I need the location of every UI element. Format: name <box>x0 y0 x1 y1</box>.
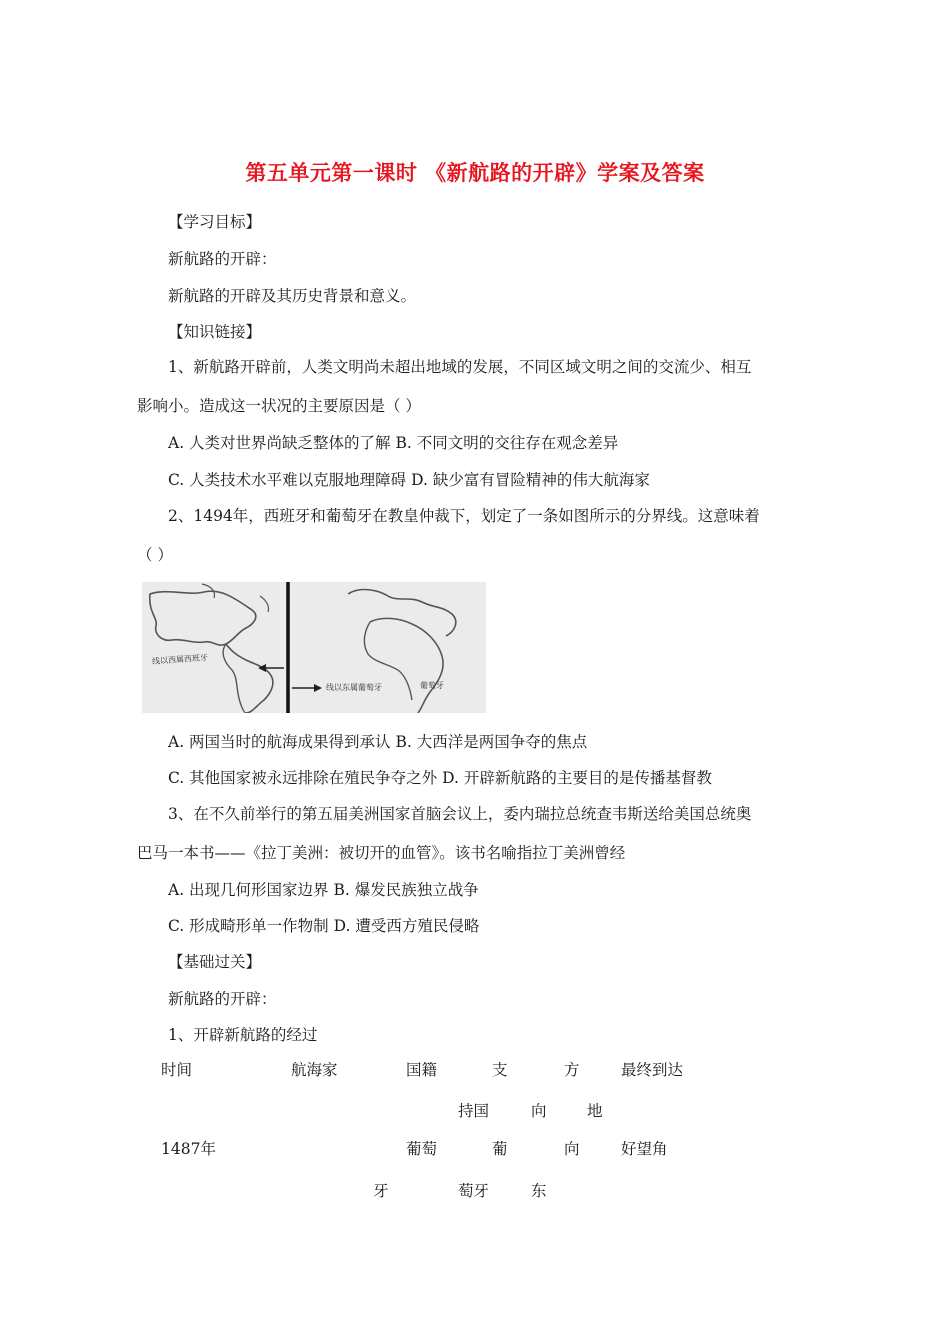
question-1-options-cd: C. 人类技术水平难以克服地理障碍 D. 缺少富有冒险精神的伟大航海家 <box>168 471 650 489</box>
question-1-stem-cont: 影响小。造成这一状况的主要原因是（ ） <box>137 397 421 415</box>
question-3-stem: 3、在不久前举行的第五届美洲国家首脑会议上，委内瑞拉总统查韦斯送给美国总统奥 <box>168 805 752 823</box>
header-time: 时间 <box>161 1061 193 1079</box>
question-3-stem-cont: 巴马一本书——《拉丁美洲：被切开的血管》。该书名喻指拉丁美洲曾经 <box>137 844 626 862</box>
question-2-stem-cont: （ ） <box>137 546 173 564</box>
goal-line-2: 新航路的开辟及其历史背景和意义。 <box>168 287 417 305</box>
header-support-part2: 持国 <box>458 1102 490 1120</box>
header-destination: 最终到达 <box>621 1061 684 1079</box>
question-3-options-ab: A. 出现几何形国家边界 B. 爆发民族独立战争 <box>168 881 479 899</box>
question-1-options-ab: A. 人类对世界尚缺乏整体的了解 B. 不同文明的交往存在观念差异 <box>168 434 619 452</box>
basic-line-1: 新航路的开辟： <box>168 990 277 1008</box>
map-label-far: 葡萄牙 <box>420 681 444 690</box>
row1-nationality-part2: 牙 <box>373 1182 389 1200</box>
row1-nationality-part1: 葡萄 <box>406 1140 438 1158</box>
header-support-part1: 支 <box>492 1061 508 1079</box>
header-direction-part1: 方 <box>564 1061 580 1079</box>
question-2-options-cd: C. 其他国家被永远排除在殖民争夺之外 D. 开辟新航路的主要目的是传播基督教 <box>168 769 712 787</box>
map-label-east: 线以东属葡萄牙 <box>326 683 382 692</box>
question-1-stem: 1、新航路开辟前，人类文明尚未超出地域的发展，不同区域文明之间的交流少、相互 <box>168 358 752 376</box>
section-heading-learning-goals: 【学习目标】 <box>168 213 262 231</box>
row1-time: 1487年 <box>161 1140 216 1158</box>
header-nationality: 国籍 <box>406 1061 438 1079</box>
tordesillas-map-image <box>142 582 486 713</box>
row1-destination: 好望角 <box>621 1140 668 1158</box>
goal-line-1: 新航路的开辟： <box>168 250 277 268</box>
question-3-options-cd: C. 形成畸形单一作物制 D. 遭受西方殖民侵略 <box>168 917 480 935</box>
page-title: 第五单元第一课时 《新航路的开辟》学案及答案 <box>245 161 705 185</box>
section-heading-knowledge-link: 【知识链接】 <box>168 323 262 341</box>
basic-line-2: 1、开辟新航路的经过 <box>168 1026 318 1044</box>
question-2-stem: 2、1494年，西班牙和葡萄牙在教皇仲裁下，划定了一条如图所示的分界线。这意味着 <box>168 507 760 525</box>
header-direction-part2: 向 <box>531 1102 547 1120</box>
row1-support-part2: 萄牙 <box>458 1182 490 1200</box>
row1-direction-part1: 向 <box>564 1140 580 1158</box>
header-navigator: 航海家 <box>291 1061 338 1079</box>
row1-support-part1: 葡 <box>492 1140 508 1158</box>
section-heading-basic: 【基础过关】 <box>168 953 262 971</box>
map-label-west: 线以西属西班牙 <box>151 653 209 666</box>
header-direction-part3: 地 <box>587 1102 603 1120</box>
question-2-options-ab: A. 两国当时的航海成果得到承认 B. 大西洋是两国争夺的焦点 <box>168 733 588 751</box>
row1-direction-part2: 东 <box>531 1182 547 1200</box>
